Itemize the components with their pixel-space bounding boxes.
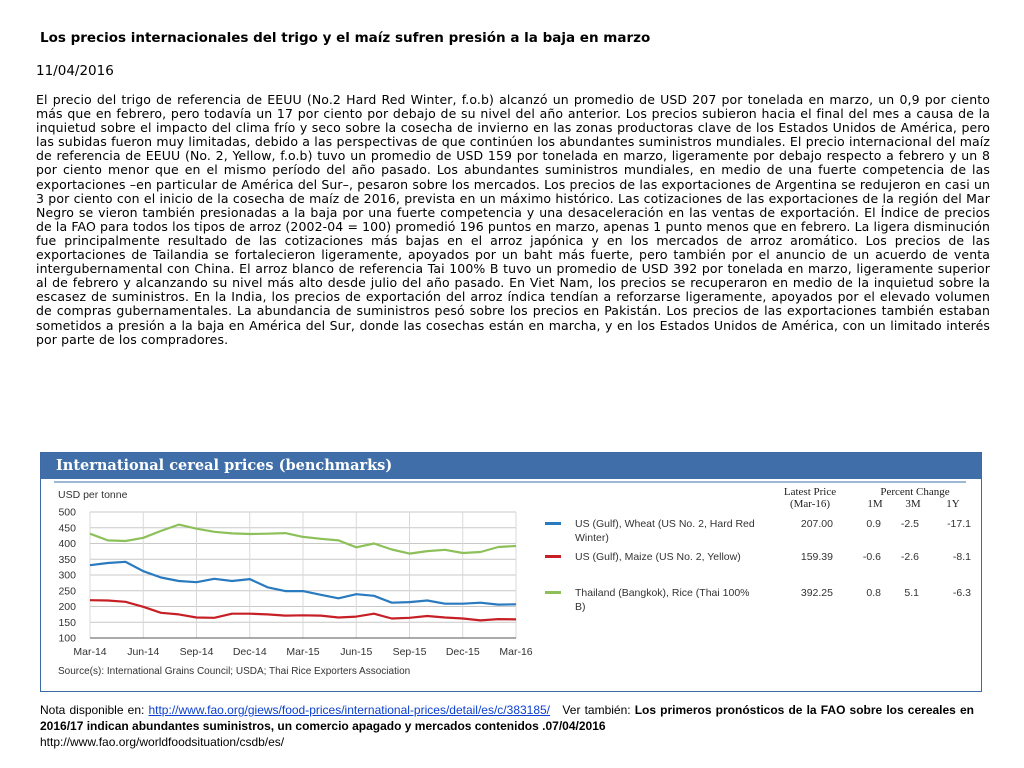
chart-source: Source(s): International Grains Council; USDA; Thai Rice Exporters Association xyxy=(58,666,411,677)
y-tick-label: 350 xyxy=(58,553,76,566)
x-tick-label: Sep-14 xyxy=(179,646,214,658)
article-body: El precio del trigo de referencia de EEUU (No.2 Hard Red Winter, f.o.b) alcanzó un promedio de USD 207 por tonelada en marzo, un 0,9 por ciento más que en febrero, pero todavía un 17 por ciento por debajo de su nivel del año anterior. Los precios subieron hacia el final del mes a causa de la inquietud sobre el impacto del clima frío y seco sobre la cosecha de invierno en las zonas productoras clave de los Estados Unidos de América, pero las subidas fueron muy limitadas, debido a las perspectivas de que continúen los abundantes suministros mundiales. El precio internacional del maíz de referencia de EEUU (No. 2, Yellow, f.o.b) tuvo un promedio de USD 159 por tonelada en marzo, ligeramente por debajo respecto a febrero y un 8 por ciento menor que en el mismo período del año pasado. Los abundantes suministros mundiales, en medio de una fuerte competencia de las exportaciones –en particular de América del Sur–, pesaron sobre los mercados. Los precios de las exportaciones de Argentina se redujeron en casi un 3 por ciento con el inicio de la cosecha de maíz de 2016, prevista en un máximo histórico. Las cotizaciones de las exportaciones de la región del Mar Negro se vieron también presionadas a la baja por una fuerte competencia y una desaceleración en las ventas de exportación. El Índice de precios de la FAO para todos los tipos de arroz (2002-04 = 100) promedió 196 puntos en marzo, apenas 1 punto menos que en febrero. La ligera disminución fue principalmente resultado de las cotizaciones más bajas en el arroz japónica y en los mercados de arroz aromático. Los precios de las exportaciones de Tailandia se fortalecieron ligeramente, apoyados por un baht más fuerte, pero también por el anuncio de un acuerdo de venta intergubernamental con China. El arroz blanco de referencia Tai 100% B tuvo un promedio de USD 392 por tonelada en marzo, ligeramente superior al de febrero y alcanzando su nivel más alto desde julio del año pasado. En Viet Nam, los precios se recuperaron en medio de la inquietud sobre la escasez de suministros. En la India, los precios de exportación del arroz índica tendían a reforzarse ligeramente, apoyados por el elevado volumen de compras gubernamentales. La abundancia de suministros pesó sobre los precios en Pakistán. Los precios de las exportaciones también estaban sometidos a presión a la baja en América del Sur, donde las cosechas están en marcha, y en los Estados Unidos de América, con un limitado interés por parte de los compradores. xyxy=(36,92,990,347)
change-1m: 0.9 xyxy=(866,518,881,530)
legend-label: Thailand (Bangkok), Rice (Thai 100% B) xyxy=(575,587,750,613)
col-3m: 3M xyxy=(905,498,921,510)
change-1m: -0.6 xyxy=(862,551,881,563)
y-tick-label: 500 xyxy=(58,506,76,519)
note-see-also: Ver también: xyxy=(562,703,635,717)
y-tick-label: 450 xyxy=(58,522,76,535)
legend-swatch-maize xyxy=(545,555,561,558)
latest-price: 392.25 xyxy=(800,587,833,599)
y-tick-label: 200 xyxy=(58,601,76,613)
x-tick-label: Mar-15 xyxy=(286,646,320,658)
note-prefix: Nota disponible en: xyxy=(40,703,149,717)
col-1m: 1M xyxy=(867,498,883,510)
note-related-title: Los primeros pronósticos de la FAO sobre los cereales en 2016/17 indican abundantes suministros, un comercio apagado y mercados contenidos .07/04/2016 xyxy=(40,703,974,733)
latest-price-sub: (Mar-16) xyxy=(789,498,831,510)
x-tick-label: Dec-15 xyxy=(445,646,480,658)
x-tick-label: Jun-15 xyxy=(340,646,373,658)
latest-price-header xyxy=(765,486,855,510)
latest-price: 159.39 xyxy=(800,551,833,563)
latest-price-label: Latest Price xyxy=(783,486,837,498)
chart-panel-title: International cereal prices (benchmarks) xyxy=(41,453,981,479)
x-tick-label: Jun-14 xyxy=(127,646,160,658)
legend-label: US (Gulf), Wheat (US No. 2, Hard Red Winter) xyxy=(575,518,755,544)
legend-swatch-wheat xyxy=(545,522,561,525)
y-tick-label: 100 xyxy=(58,632,76,645)
legend-label: US (Gulf), Maize (US No. 2, Yellow) xyxy=(575,551,741,563)
y-tick-label: 150 xyxy=(58,616,76,629)
latest-price: 207.00 xyxy=(800,518,833,530)
change-1y: -17.1 xyxy=(947,518,971,530)
x-tick-label: Mar-16 xyxy=(499,646,533,658)
article-title: Los precios internacionales del trigo y el maíz sufren presión a la baja en marzo xyxy=(40,30,651,46)
change-3m: -2.5 xyxy=(900,518,919,530)
y-axis-label: USD per tonne xyxy=(58,489,128,501)
change-3m: 5.1 xyxy=(904,587,919,599)
legend-row-maize xyxy=(545,550,985,586)
legend-row-wheat xyxy=(545,517,985,553)
note-link[interactable]: http://www.fao.org/giews/food-prices/international-prices/detail/es/c/383185/ xyxy=(148,703,551,717)
x-tick-label: Mar-14 xyxy=(73,646,107,658)
legend-row-rice xyxy=(545,586,985,622)
y-tick-label: 250 xyxy=(58,585,76,598)
change-1m: 0.8 xyxy=(866,587,881,599)
x-tick-label: Dec-14 xyxy=(232,646,267,658)
article-date: 11/04/2016 xyxy=(36,63,114,79)
percent-change-header xyxy=(860,486,970,498)
col-1y: 1Y xyxy=(946,498,960,510)
x-tick-label: Sep-15 xyxy=(392,646,427,658)
legend-swatch-rice xyxy=(545,591,561,594)
footer-note xyxy=(40,702,974,750)
change-1y: -6.3 xyxy=(952,587,971,599)
y-tick-label: 400 xyxy=(58,538,76,550)
change-3m: -2.6 xyxy=(900,551,919,563)
percent-change-label: Percent Change xyxy=(880,486,950,498)
y-tick-label: 300 xyxy=(58,569,76,582)
change-1y: -8.1 xyxy=(952,551,971,563)
note-url2: http://www.fao.org/worldfoodsituation/csdb/es/ xyxy=(40,735,285,749)
